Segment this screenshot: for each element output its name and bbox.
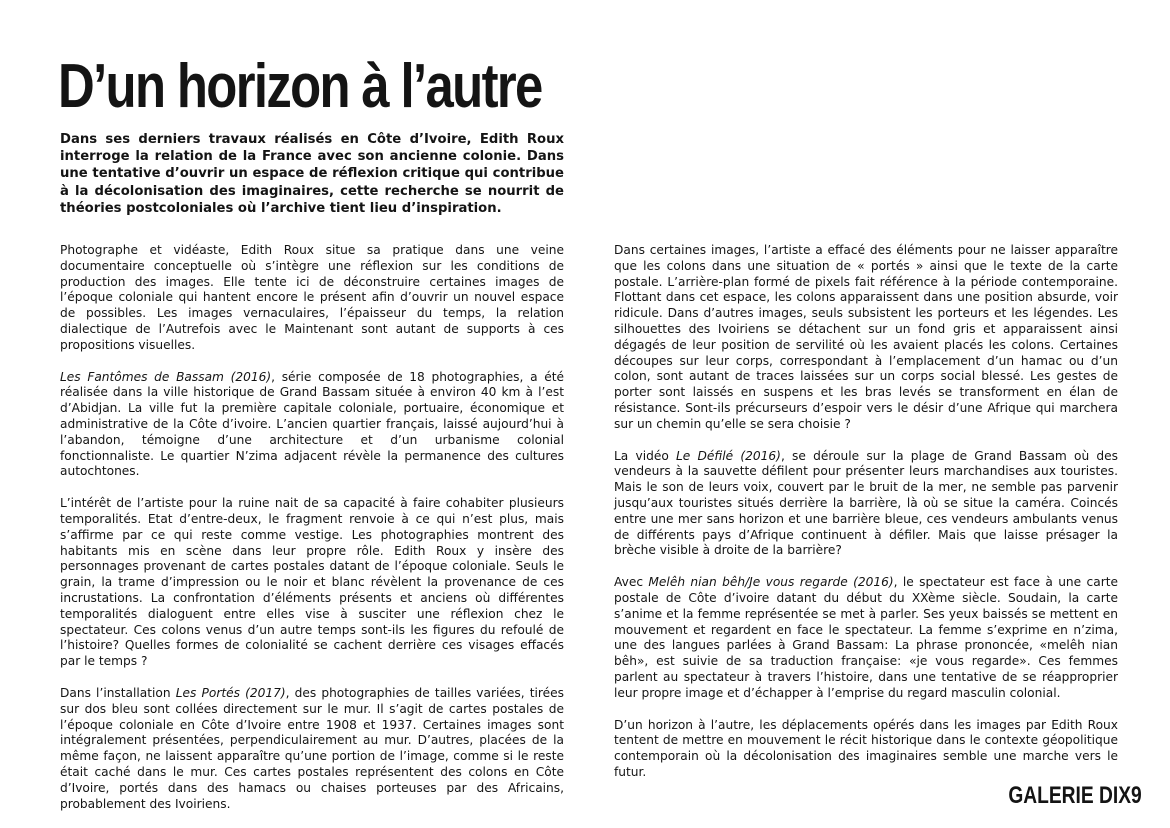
right-column bbox=[614, 243, 1118, 797]
left-paragraph-2 bbox=[60, 370, 564, 481]
artwork-title-meleh: Melêh nian bêh/Je vous regarde (2016) bbox=[648, 575, 894, 590]
artwork-title-portes: Les Portés (2017) bbox=[175, 685, 286, 700]
right-paragraph-3-text: , le spectateur est face à une carte postale de Côte d’ivoire datant du début du XXème siècle. Soudain, la carte s’anime et la femme représentée se met à parler. Ses yeux baissés se mettent en mouvement et regardent en face le spectateur. La femme s’exprime en n’zima, une des langues parlées à Grand Bassam: La phrase prononcée, «melêh nian bêh», est suivie de sa traduction française: «je vous regarde». Ces femmes parlent au spectateur à travers l’histoire, dans une tentative de se réapproprier leur propre image et d’échapper à l’emprise du regard masculin colonial. bbox=[614, 575, 1118, 700]
right-paragraph-4: D’un horizon à l’autre, les déplacements opérés dans les images par Edith Roux tentent de mettre en mouvement le récit historique dans le contexte géopolitique contemporain où la décolonisation des imaginaires semble une marche vers le futur. bbox=[614, 717, 1118, 779]
right-paragraph-3-intro: Avec bbox=[614, 575, 649, 590]
artwork-title-defile: Le Défilé (2016) bbox=[676, 448, 781, 463]
right-paragraph-1: Dans certaines images, l’artiste a effacé des éléments pour ne laisser apparaître que les colons dans une situation de « portés » ainsi que le texte de la carte postale. L’arrière-plan formé de pixels fait référence à la période contemporaine. Flottant dans cet espace, les colons apparaissent dans une position absurde, voir ridicule. Dans d’autres images, seuls subsistent les porteurs et les légendes. Les silhouettes des Ivoiriens se détachent sur un fond gris et apparaissent ainsi dégagés de leur position de servilité où les avaient placés les colons. Certaines découpes sur leur corps, correspondant à l’emplacement d’un hamac ou d’un colon, sont autant de traces laissées sur un corps social blessé. Les gestes de porter sont laissés en suspens et les bras levés se transforment en élan de résistance. Sont-ils précurseurs d’espoir vers le désir d’une Afrique qui marchera sur un chemin qu’elle se sera choisie ? bbox=[614, 243, 1118, 431]
right-paragraph-2-text: , se déroule sur la plage de Grand Bassam où des vendeurs à la sauvette défilent pour présenter leurs marchandises aux touristes. Mais le son de leurs voix, couvert par le bruit de la mer, ne semble pas parvenir jusqu’aux touristes situés derrière la barrière, là où se situe la caméra. Coincés entre une mer sans horizon et une barrière bleue, ces vendeurs ambulants venus de différents pays d’Afrique continuent à défiler. Mais que laisse présager la brèche visible à droite de la barrière? bbox=[614, 448, 1119, 558]
right-paragraph-2 bbox=[614, 449, 1118, 560]
left-paragraph-4-intro: Dans l’installation bbox=[60, 685, 176, 700]
lead-paragraph: Dans ses derniers travaux réalisés en Côte d’Ivoire, Edith Roux interroge la relation de la France avec son ancienne colonie. Dans une tentative d’ouvrir un espace de réflexion critique qui contribue à la décolonisation des imaginaires, cette recherche se nourrit de théories postcoloniales où l’archive tient lieu d’inspiration. bbox=[60, 132, 564, 216]
right-paragraph-2-intro: La vidéo bbox=[614, 448, 677, 463]
gallery-logo: GALERIE DIX9 bbox=[1008, 782, 1142, 809]
left-paragraph-1: Photographe et vidéaste, Edith Roux situe sa pratique dans une veine documentaire conceptuelle où s’intègre une réflexion sur les conditions de production des images. Elle tente ici de déconstruire certaines images de l’époque coloniale qui hantent encore le présent afin d’ouvrir un nouvel espace de possibles. Les images vernaculaires, l’épaisseur du temps, la relation dialectique de l’Autrefois avec le Maintenant sont autant de supports à ces propositions visuelles. bbox=[60, 243, 564, 352]
left-paragraph-4-text: , des photographies de tailles variées, tirées sur dos bleu sont collées directement sur le mur. Il s’agit de cartes postales de l’époque coloniale en Côte d’Ivoire entre 1908 et 1937. Certaines images sont intégralement présentées, perpendiculairement au mur. D’autres, placées de la même façon, ne laissent apparaître qu’une portion de l’image, comme si le reste était caché dans le mur. Ces cartes postales représentent des colons en Côte d’Ivoire, portés dans des hamacs ou chaises porteuses par des Africains, probablement des Ivoiriens. bbox=[60, 685, 564, 811]
artwork-title-fantomes: Les Fantômes de Bassam (2016) bbox=[60, 369, 272, 384]
left-paragraph-2-text: , série composée de 18 photographies, a été réalisée dans la ville historique de Grand Bassam située à environ 40 km à l’est d’Abidjan. La ville fut la première capitale coloniale, portuaire, économique et administrative de la Côte d’ivoire. L’ancien quartier français, laissé aujourd’hui à l’abandon, témoigne d’une architecture et d’un urbanisme colonial fonctionnaliste. Le quartier N’zima adjacent révèle la permanence des cultures autochtones. bbox=[60, 369, 564, 479]
page-title: D’un horizon à l’autre bbox=[58, 52, 542, 121]
right-paragraph-3 bbox=[614, 575, 1118, 701]
left-paragraph-4 bbox=[60, 686, 564, 812]
left-column bbox=[60, 243, 564, 828]
left-paragraph-3: L’intérêt de l’artiste pour la ruine nait de sa capacité à faire cohabiter plusieurs temporalités. Etat d’entre-deux, le fragment renvoie à ce qui n’est plus, mais s’affirme par ce qui reste comme vestige. Les photographies montrent des habitants mis en scène dans leur propre rôle. Edith Roux y insère des personnages provenant de cartes postales datant de l’époque coloniale. Seuls le grain, la trame d’impression ou le noir et blanc révèlent la provenance de ces incrustations. La confrontation d’éléments présents et anciens où différentes temporalités dialoguent entre elles vise à susciter une réflexion chez le spectateur. Ces colons venus d’un autre temps sont-ils les figures du refoulé de l’histoire? Quelles formes de colonialité se cachent derrière ces visages effacés par le temps ? bbox=[60, 496, 564, 669]
